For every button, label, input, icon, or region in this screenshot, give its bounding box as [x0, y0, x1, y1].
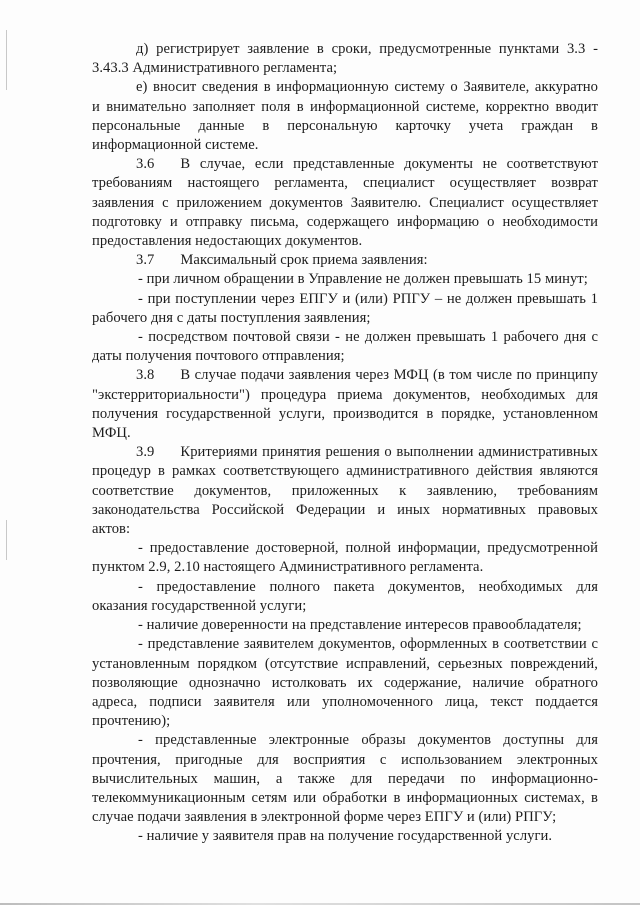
- text-line: д) регистрирует заявление в сроки, предусмотренные пунктами 3.3 -: [136, 41, 598, 57]
- text-line: даты получения почтового отправления;: [92, 348, 345, 365]
- text-line: - посредством почтовой связи - не должен превышать 1 рабочего дня с: [138, 329, 598, 346]
- section-text: В случае подачи заявления через МФЦ (в том числе по принципу: [180, 367, 598, 384]
- text-line: телекоммуникационным сетям или обработки в информационных системах, в: [92, 789, 598, 806]
- text-line: законодательства Российской Федерации и иных нормативных правовых: [92, 501, 598, 518]
- text-line: прочтения, пригодные для восприятия с использованием электронных: [92, 751, 598, 768]
- section-number: 3.9: [136, 444, 155, 461]
- text-line: случае подачи заявления в электронной форме через ЕПГУ и (или) РПГУ;: [92, 809, 557, 826]
- text-line: - представление заявителем документов, оформленных в соответствии с: [138, 636, 598, 653]
- text-line: - предоставление полного пакета документов, необходимых для: [138, 578, 598, 595]
- paragraph-first-line: [92, 366, 598, 385]
- text-line: адреса, подписи заявителя или уполномоченного лица, текст поддается: [92, 693, 598, 710]
- text-line: - представленные электронные образы документов доступны для: [138, 732, 598, 749]
- text-line: - при поступлении через ЕПГУ и (или) РПГУ – не должен превышать 1: [138, 290, 598, 307]
- text-line: заявления с приложением документов Заявителю. Специалист осуществляет: [92, 194, 598, 211]
- section-text: Максимальный срок приема заявления:: [180, 252, 428, 269]
- text-line: МФЦ.: [92, 425, 131, 442]
- text-line: е) вносит сведения в информационную систему о Заявителе, аккуратно: [136, 79, 598, 96]
- text-line: вычислительных машин, а также для передачи по информационно-: [92, 770, 598, 787]
- section-number: 3.8: [136, 367, 155, 384]
- text-line: "экстерриториальности") процедура приема документов, необходимых для: [92, 386, 598, 403]
- text-line: получения государственной услуги, производится в порядке, установленном: [92, 405, 598, 422]
- text-line: информационной системе.: [92, 137, 259, 154]
- text-line: и внимательно заполняет поля в информационной системе, корректно вводит: [92, 98, 598, 115]
- text-line: - предоставление достоверной, полной информации, предусмотренной: [138, 540, 598, 557]
- scan-margin-mark: [6, 520, 7, 560]
- text-line: рабочего дня с даты поступления заявления;: [92, 309, 371, 326]
- text-line: 3.43.3 Административного регламента;: [92, 60, 338, 77]
- text-line: - при личном обращении в Управление не должен превышать 15 минут;: [138, 271, 588, 288]
- paragraph-first-line: [92, 251, 598, 270]
- section-number: 3.6: [136, 156, 155, 173]
- text-line: требованиям настоящего регламента, специалист осуществляет возврат: [92, 175, 598, 192]
- text-line: позволяющие однозначно истолковать их содержание, наличие обратного: [92, 674, 598, 691]
- text-line: подготовку и отправку письма, содержащего информацию о необходимости: [92, 213, 598, 230]
- paragraph-first-line: [92, 155, 598, 174]
- paragraph-first-line: [92, 443, 598, 462]
- text-line: установленным порядком (отсутствие исправлений, серьезных повреждений,: [92, 655, 598, 672]
- text-line: актов:: [92, 521, 131, 538]
- text-line: - наличие доверенности на представление интересов правообладателя;: [138, 617, 582, 634]
- text-line: пунктом 2.9, 2.10 настоящего Административного регламента.: [92, 559, 484, 576]
- text-line: процедур в рамках соответствующего административного действия являются: [92, 463, 598, 480]
- section-number: 3.7: [136, 252, 155, 269]
- text-line: предоставления недостающих документов.: [92, 233, 363, 250]
- text-line: - наличие у заявителя прав на получение государственной услуги.: [138, 828, 553, 845]
- scan-margin-mark: [6, 30, 7, 90]
- text-line: оказания государственной услуги;: [92, 597, 307, 614]
- text-line: прочтению);: [92, 713, 171, 730]
- text-line: соответствие документов, приложенных к заявлению, требованиям: [92, 482, 598, 499]
- section-text: В случае, если представленные документы не соответствуют: [180, 156, 598, 173]
- section-text: Критериями принятия решения о выполнении административных: [180, 444, 598, 461]
- text-line: персональные данные в персональную карточку учета граждан в: [92, 117, 598, 134]
